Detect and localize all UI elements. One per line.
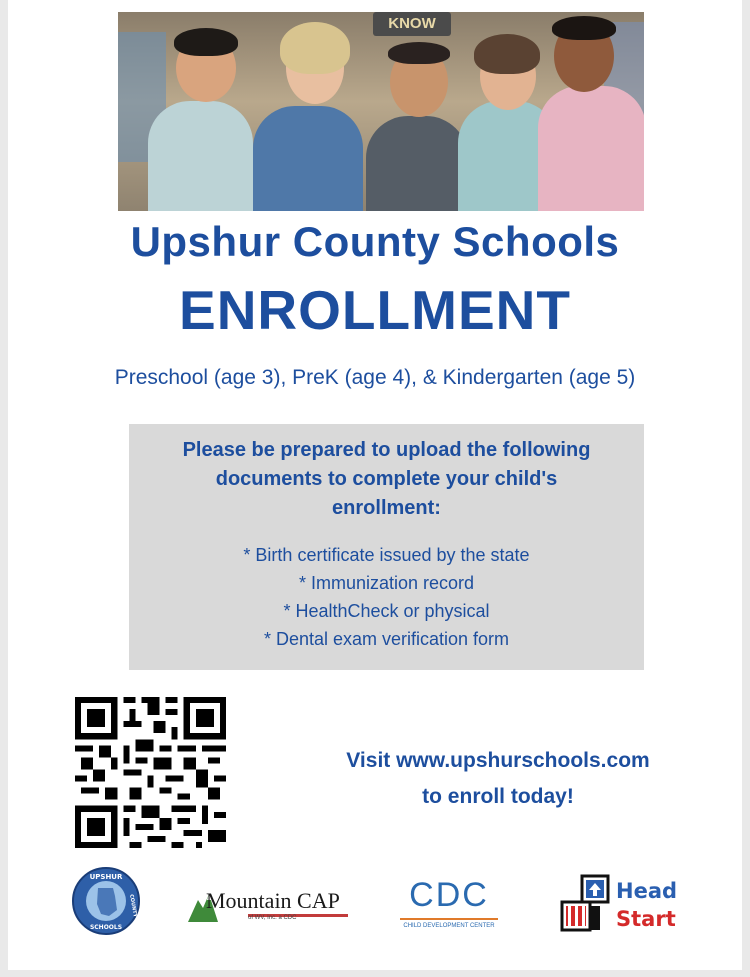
- documents-title-line: Please be prepared to upload the following: [182, 439, 591, 461]
- required-documents-box: [129, 424, 644, 670]
- photo-sign-text: KNOW: [388, 15, 436, 32]
- document-item-birth-certificate: * Birth certificate issued by the state: [243, 545, 530, 565]
- heading-school-name: Upshur County Schools: [130, 218, 620, 265]
- enroll-today-text: to enroll today!: [422, 785, 574, 808]
- document-item-immunization: * Immunization record: [298, 573, 475, 593]
- document-item-healthcheck: * HealthCheck or physical: [283, 601, 490, 621]
- blocks-icon: [556, 872, 614, 936]
- age-groups-subtitle: Preschool (age 3), PreK (age 4), & Kindergarten (age 5): [114, 366, 636, 389]
- document-item-dental: * Dental exam verification form: [263, 629, 510, 649]
- flyer-page: [8, 0, 742, 970]
- seal-text-upshur: UPSHUR: [89, 873, 123, 881]
- documents-list: [129, 541, 644, 653]
- mountain-cap-name: Mountain CAP: [206, 888, 340, 913]
- cdc-logo: [394, 876, 504, 936]
- enrollment-qr-code[interactable]: [75, 697, 226, 848]
- enroll-call-to-action: [298, 743, 698, 815]
- cdc-subtitle: CHILD DEVELOPMENT CENTER: [403, 923, 495, 929]
- upshur-county-schools-seal: [71, 866, 141, 936]
- documents-title-line: documents to complete your child's: [215, 468, 558, 490]
- mountain-cap-subtitle: of WV, Inc. a CDC: [248, 915, 297, 921]
- documents-box-title: [129, 436, 644, 523]
- head-start-word-start: Start: [616, 907, 676, 931]
- cdc-name: CDC: [409, 876, 489, 914]
- mountain-cap-logo: [188, 878, 353, 928]
- heading-enrollment: ENROLLMENT: [179, 279, 571, 341]
- children-photo: [118, 12, 644, 211]
- website-link[interactable]: Visit www.upshurschools.com: [346, 749, 650, 772]
- head-start-word-head: Head: [616, 879, 678, 903]
- documents-title-line: enrollment:: [332, 497, 441, 519]
- head-start-text: [616, 877, 677, 933]
- head-start-logo: [556, 872, 681, 938]
- seal-text-schools: SCHOOLS: [89, 924, 123, 931]
- seal-text-county: COUNTY: [128, 893, 138, 918]
